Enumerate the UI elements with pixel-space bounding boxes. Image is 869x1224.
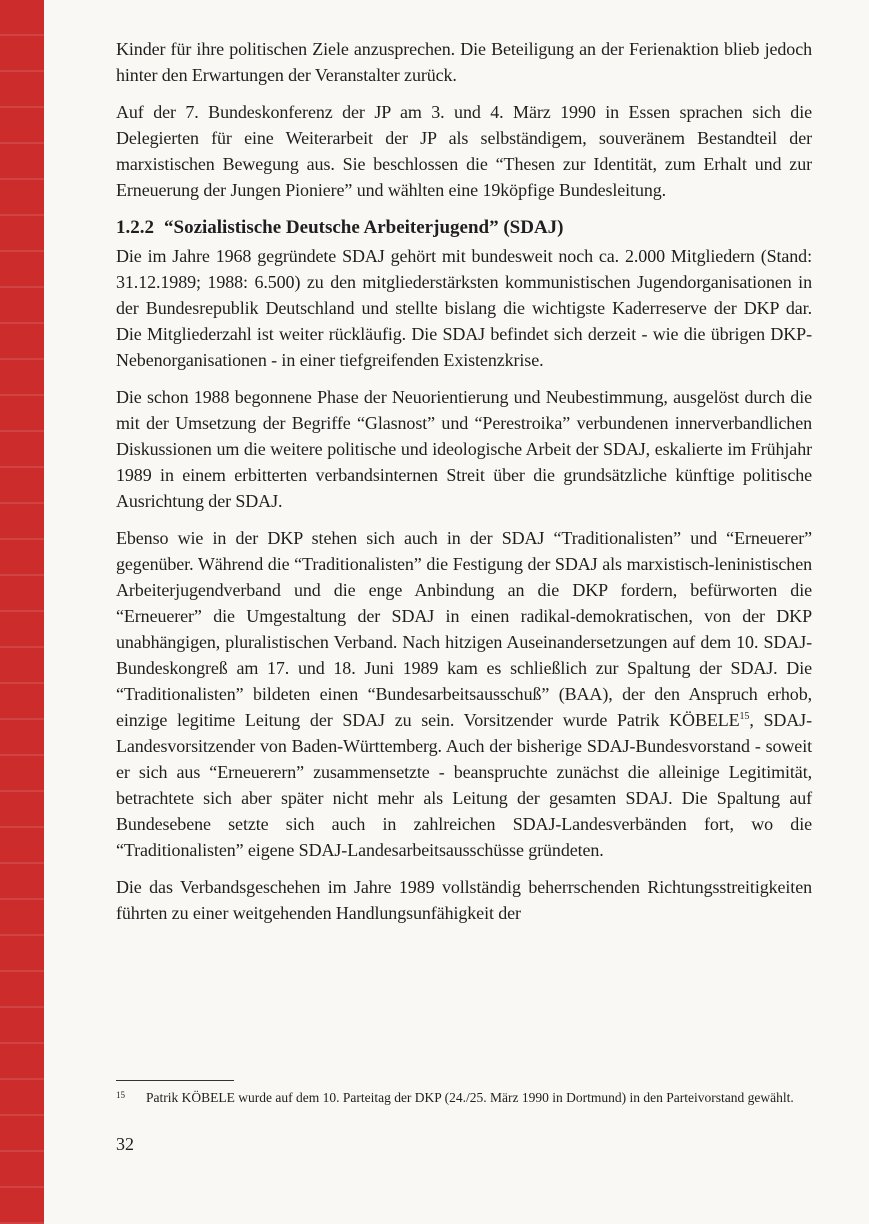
- document-page: [116, 36, 812, 937]
- paragraph-spaltung-part1: Ebenso wie in der DKP stehen sich auch in der SDAJ “Traditionalisten” und “Erneuerer” gegenüber. Während die “Traditionalisten” die Festigung der SDAJ als marxistisch-leninistischen Arbeiterjugendverband und die enge Anbindung an die DKP fordern, befürworten die “Erneuerer” die Umgestaltung der SDAJ in einen radikal-demokratischen, von der DKP unabhängigen, pluralistischen Verband. Nach hitzigen Auseinandersetzungen auf dem 10. SDAJ-Bundeskongreß am 17. und 18. Juni 1989 kam es schließlich zur Spaltung der SDAJ. Die “Traditionalisten” bildeten einen “Bundesarbeitsausschuß” (BAA), der den Anspruch erhob, einzige legitime Leitung der SDAJ zu sein. Vorsitzender wurde Patrik KÖBELE: [116, 528, 812, 730]
- red-page-edge: [0, 0, 44, 1224]
- section-heading: [116, 215, 812, 241]
- section-number: 1.2.2: [116, 217, 154, 238]
- footnote-divider: [116, 1080, 234, 1081]
- paragraph-sdaj-membership: Die im Jahre 1968 gegründete SDAJ gehört mit bundesweit noch ca. 2.000 Mitgliedern (Stand: 31.12.1989; 1988: 6.500) zu den mitgliederstärksten kommunistischen Jugendorganisationen in der Bundesrepublik Deutschland und stellte bislang die wichtigste Kaderreserve der DKP dar. Die Mitgliederzahl ist weiter rückläufig. Die SDAJ befindet sich derzeit - wie die übrigen DKP-Nebenorganisationen - in einer tiefgreifenden Existenzkrise.: [116, 246, 812, 370]
- footnote-mark: 15: [116, 1090, 125, 1100]
- paragraph-continuation: Kinder für ihre politischen Ziele anzusprechen. Die Beteiligung an der Ferienaktion blieb jedoch hinter den Erwartungen der Veranstalter zurück.: [116, 39, 812, 85]
- footnote-text: Patrik KÖBELE wurde auf dem 10. Parteitag der DKP (24./25. März 1990 in Dortmund) in den Parteivorstand gewählt.: [146, 1090, 794, 1105]
- paragraph-spaltung-part2: , SDAJ-Landesvorsitzender von Baden-Württemberg. Auch der bisherige SDAJ-Bundesvorstand - soweit er sich aus “Erneuerern” zusammensetzte - beanspruchte zunächst die alleinige Legitimität, betrachtete sich aber später nicht mehr als Leitung der gesamten SDAJ. Die Spaltung auf Bundesebene setzte sich auch in zahlreichen SDAJ-Landesverbänden fort, wo die “Traditionalisten” eigene SDAJ-Landesarbeitsausschüsse gründeten.: [116, 710, 812, 860]
- footnote-reference[interactable]: 15: [739, 711, 750, 722]
- page-number: 32: [116, 1134, 134, 1154]
- paragraph-richtungsstreit: Die das Verbandsgeschehen im Jahre 1989 vollständig beherrschenden Richtungsstreitigkeiten führten zu einer weitgehenden Handlungsunfähigkeit der: [116, 877, 812, 923]
- paragraph-neuorientierung: Die schon 1988 begonnene Phase der Neuorientierung und Neubestimmung, ausgelöst durch die mit der Umsetzung der Begriffe “Glasnost” und “Perestroika” verbundenen innerverbandlichen Diskussionen um die weitere politische und ideologische Arbeit der SDAJ, eskalierte im Frühjahr 1989 in einem erbitterten verbandsinternen Streit über die grundsätzliche künftige politische Ausrichtung der SDAJ.: [116, 387, 812, 511]
- section-title: “Sozialistische Deutsche Arbeiterjugend” (SDAJ): [164, 217, 564, 238]
- footnote: [116, 1088, 812, 1108]
- paragraph-bundeskonferenz: Auf der 7. Bundeskonferenz der JP am 3. und 4. März 1990 in Essen sprachen sich die Delegierten für eine Weiterarbeit der JP als selbständigem, souveränem Bestandteil der marxistischen Bewegung aus. Sie beschlossen die “Thesen zur Identität, zum Erhalt und zur Erneuerung der Jungen Pioniere” und wählten eine 19köpfige Bundesleitung.: [116, 102, 812, 200]
- paragraph-spaltung: [116, 525, 812, 863]
